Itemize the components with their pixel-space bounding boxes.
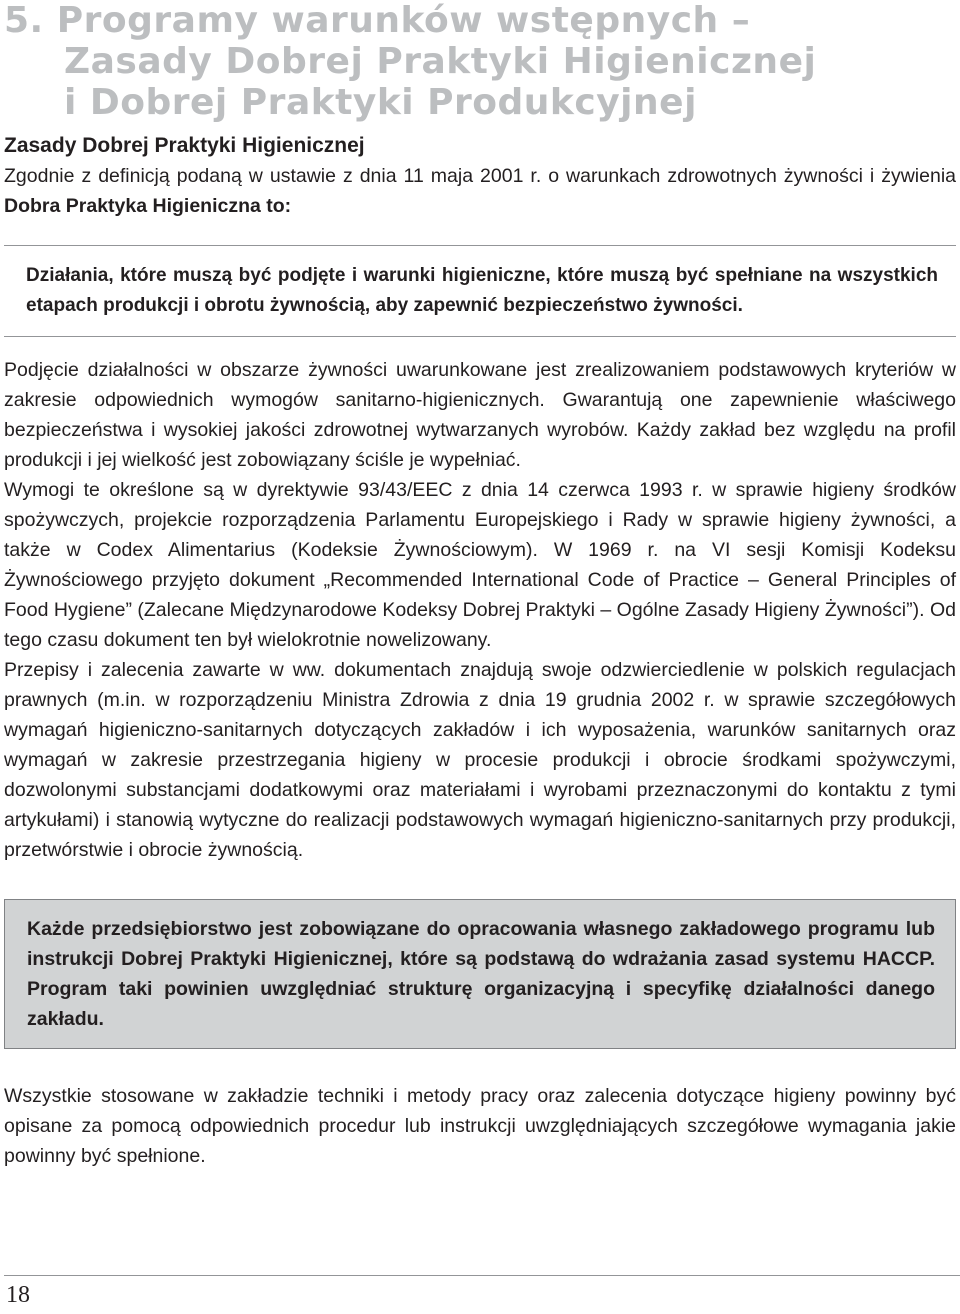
highlight-text: Każde przedsiębiorstwo jest zobowiązane do opracowania własnego zakładowego programu lub instrukcji Dobrej Praktyki Higienicznej, które są podstawą do wdrażania zasad systemu HACCP. Program taki powinien uwzględniać strukturę organizacyjną i specyfikę działalności danego zakładu. (27, 918, 935, 1030)
highlight-box (4, 899, 956, 1049)
chapter-title-line-2: Zasady Dobrej Praktyki Higienicznej (64, 41, 817, 82)
paragraph-1: Podjęcie działalności w obszarze żywności uwarunkowane jest zrealizowaniem podstawowych kryteriów w zakresie odpowiednich wymogów sanitarno-higienicznych. Gwarantują one zapewnienie właściwego bezpieczeństwa i wysokiej jakości zdrowotnej wytwarzanych wyrobów. Każdy zakład bez względu na profil produkcji i jej wielkość jest zobowiązany ściśle je wypełniać. (4, 359, 956, 471)
section-intro (4, 161, 956, 221)
section-heading: Zasady Dobrej Praktyki Higienicznej (4, 134, 365, 157)
closing-paragraph: Wszystkie stosowane w zakładzie techniki i metody pracy oraz zalecenia dotyczące higieny powinny być opisane za pomocą odpowiednich procedur lub instrukcji uwzględniających szczegółowe wymagania jakie powinny być spełnione. (4, 1085, 956, 1167)
document-page (4, 0, 956, 1171)
paragraph-2: Wymogi te określone są w dyrektywie 93/43/EEC z dnia 14 czerwca 1993 r. w sprawie higieny środków spożywczych, projekcie rozporządzenia Parlamentu Europejskiego i Rady w sprawie higieny żywności, a także w Codex Alimentarius (Kodeksie Żywnościowym). W 1969 r. na VI sesji Komisji Kodeksu Żywnościowego przyjęto dokument „Recommended International Code of Practice – General Principles of Food Hygiene” (Zalecane Międzynarodowe Kodeksy Dobrej Praktyki – Ogólne Zasady Higieny Żywności”). Od tego czasu dokument ten był wielokrotnie nowelizowany. (4, 479, 956, 651)
section-intro-text: Zgodnie z definicją podaną w ustawie z dnia 11 maja 2001 r. o warunkach zdrowotnych żywności i żywienia (4, 165, 956, 187)
definition-box (4, 245, 956, 337)
section-intro-bold: Dobra Praktyka Higieniczna to: (4, 195, 292, 217)
chapter-title-line-1: 5. Programy warunków wstępnych – (4, 0, 751, 41)
page-number: 18 (6, 1282, 30, 1308)
chapter-title-line-3: i Dobrej Praktyki Produkcyjnej (64, 82, 697, 123)
body-text (4, 355, 956, 865)
footer-rule (4, 1275, 960, 1276)
chapter-title (4, 0, 956, 123)
definition-text: Działania, które muszą być podjęte i warunki higieniczne, które muszą być spełniane na wszystkich etapach produkcji i obrotu żywnością, aby zapewnić bezpieczeństwo żywności. (26, 265, 938, 316)
paragraph-3: Przepisy i zalecenia zawarte w ww. dokumentach znajdują swoje odzwierciedlenie w polskich regulacjach prawnych (m.in. w rozporządzeniu Ministra Zdrowia z dnia 19 grudnia 2002 r. w sprawie szczegółowych wymagań higieniczno-sanitarnych dotyczących zakładów i ich wyposażenia, warunków sanitarnych oraz wymagań w zakresie przestrzegania higieny w procesie produkcji i obrocie środkami spożywczymi, dozwolonymi substancjami dodatkowymi oraz materiałami i wyrobami przeznaczonymi do kontaktu z tymi artykułami) i stanowią wytyczne do realizacji podstawowych wymagań higieniczno-sanitarnych przy produkcji, przetwórstwie i obrocie żywnością. (4, 659, 956, 861)
